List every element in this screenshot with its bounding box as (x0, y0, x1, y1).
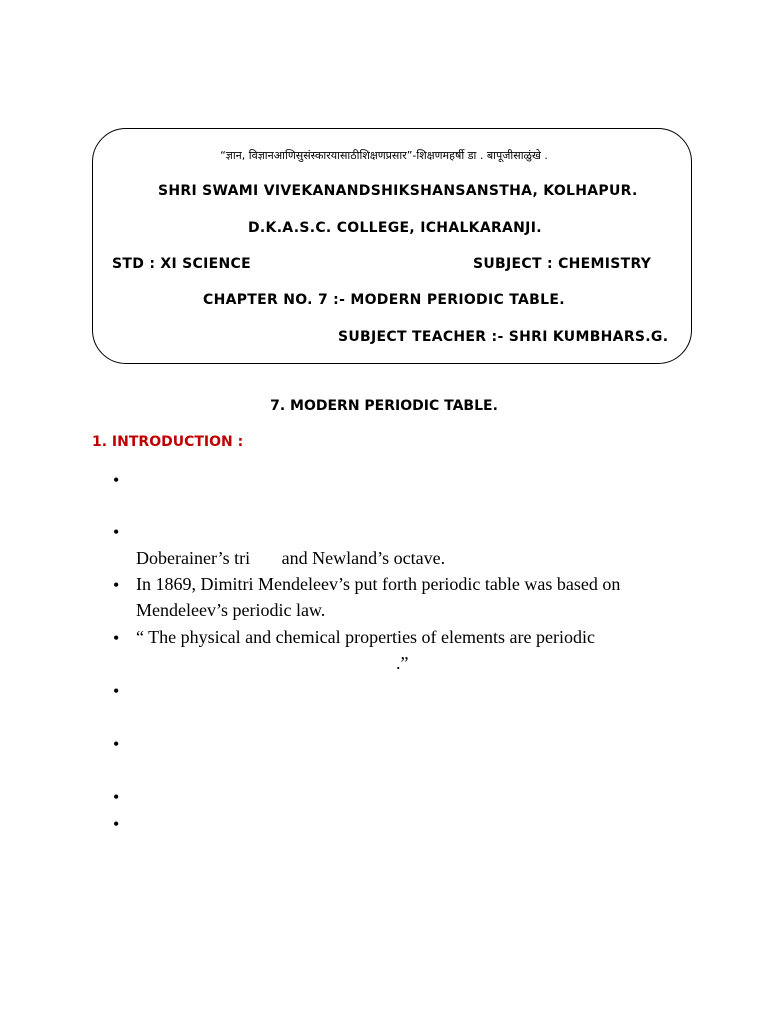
body-line: .” (396, 653, 409, 673)
body-line: Doberainer’s tri and Newland’s octave. (136, 548, 446, 568)
institution-name: SHRI SWAMI VIVEKANANDSHIKSHANSANSTHA, KOLHAPUR. (158, 183, 638, 199)
body-line: Mendeleev’s periodic law. (136, 600, 326, 620)
teacher-label: SUBJECT TEACHER :- SHRI KUMBHARS.G. (338, 329, 669, 345)
bullet-point: • (113, 628, 120, 648)
bullet-point: • (113, 734, 120, 754)
section-heading: 1. INTRODUCTION : (92, 434, 244, 450)
body-line: “ The physical and chemical properties of elements are periodic (136, 627, 595, 647)
bullet-point: • (113, 522, 120, 542)
bullet-point: • (113, 681, 120, 701)
college-name: D.K.A.S.C. COLLEGE, ICHALKARANJI. (248, 220, 542, 236)
bullet-point: • (113, 575, 120, 595)
chapter-label: CHAPTER NO. 7 :- MODERN PERIODIC TABLE. (203, 292, 565, 308)
bullet-point: • (113, 787, 120, 807)
body-line: In 1869, Dimitri Mendeleev’s put forth periodic table was based on (136, 574, 621, 594)
subject-label: SUBJECT : CHEMISTRY (473, 256, 652, 272)
bullet-point: • (113, 814, 120, 834)
document-title: 7. MODERN PERIODIC TABLE. (270, 398, 498, 414)
motto-line: “ज्ञान, विज्ञानआणिसुसंस्कारयासाठीशिक्षणप्रसार”-शिक्षणमहर्षी डा . बापूजीसाळुंखे . (220, 149, 548, 162)
std-label: STD : XI SCIENCE (112, 256, 251, 272)
bullet-point: • (113, 470, 120, 490)
